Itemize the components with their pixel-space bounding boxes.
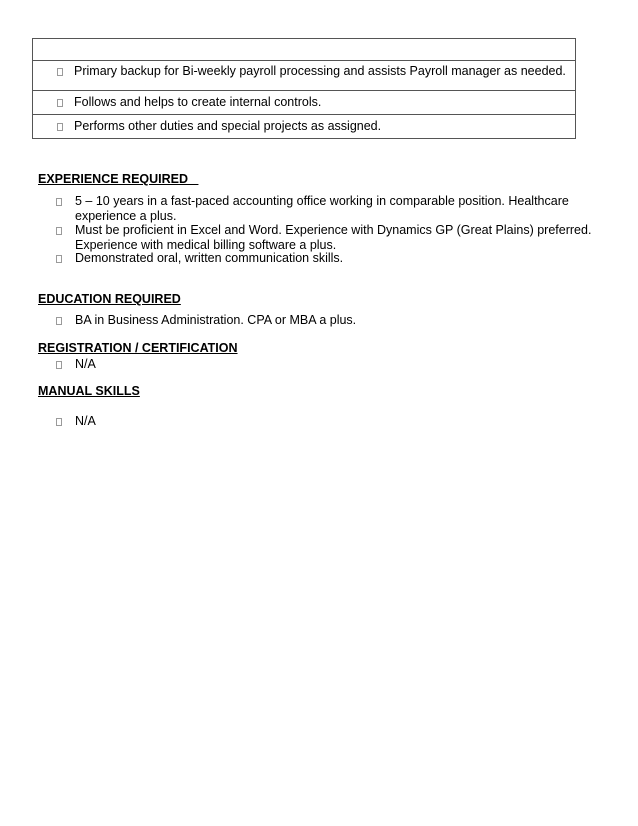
item-text xyxy=(75,194,569,223)
table-row xyxy=(33,39,575,60)
square-bullet-icon xyxy=(57,68,63,76)
square-bullet-icon xyxy=(56,317,62,325)
duties-table xyxy=(32,38,576,139)
square-bullet-icon xyxy=(56,361,62,369)
duty-text: Follows and helps to create internal controls. xyxy=(74,95,322,109)
table-row xyxy=(33,114,575,138)
item-text: N/A xyxy=(75,414,96,428)
experience-heading: EXPERIENCE REQUIRED xyxy=(38,172,199,186)
item-text xyxy=(75,223,591,252)
square-bullet-icon xyxy=(56,418,62,426)
item-line: Experience with medical billing software a plus. xyxy=(75,237,337,252)
item-text: BA in Business Administration. CPA or MBA a plus. xyxy=(75,313,357,327)
square-bullet-icon xyxy=(56,227,62,235)
item-line: 5 – 10 years in a fast-paced accounting office working in comparable position. Healthcare xyxy=(75,194,569,208)
manual-skills-heading: MANUAL SKILLS xyxy=(38,384,140,398)
square-bullet-icon xyxy=(56,255,62,263)
item-line: experience a plus. xyxy=(75,208,177,223)
registration-heading: REGISTRATION / CERTIFICATION xyxy=(38,341,238,355)
table-row xyxy=(33,90,575,114)
table-row xyxy=(33,60,575,90)
item-line: Must be proficient in Excel and Word. Experience with Dynamics GP (Great Plains) preferred. xyxy=(75,223,592,237)
education-heading: EDUCATION REQUIRED xyxy=(38,292,181,306)
duty-text: Primary backup for Bi-weekly payroll processing and assists Payroll manager as needed. xyxy=(74,64,566,78)
duty-text: Performs other duties and special projects as assigned. xyxy=(74,119,382,133)
item-text: N/A xyxy=(75,357,96,371)
square-bullet-icon xyxy=(56,198,62,206)
item-text: Demonstrated oral, written communication skills. xyxy=(75,251,344,265)
square-bullet-icon xyxy=(57,123,63,131)
square-bullet-icon xyxy=(57,99,63,107)
